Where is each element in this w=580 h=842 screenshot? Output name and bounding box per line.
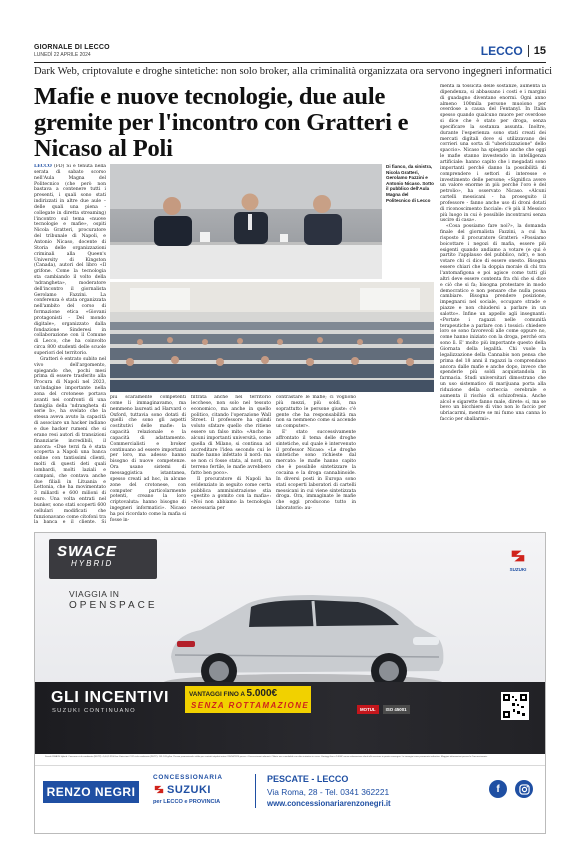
paragraph: contrastare le mafie; ci vogliono più mezzi, più soldi, ma soprattutto le persone giuste: c'è gente che ha responsabilità ma non sa nemmeno come si accende un computer». — [276, 395, 356, 430]
paragraph: menta la tossicità delle sostanze, aumenta la dipendenza, si abbassano i costi e i margini di guadagno diventano enormi. Ogni anno almeno 100mila persone muoiono per overdose a causa del Fentanyl. In Italia spesso quando qualcuno muore per overdose si dice che è stato per droga, senza specificare la sostanza assunta. Inoltre, durante l'esperienza sono stati creati dei mercati digitali dove si utilizzavano dei corrieri una sorta di "ubericizzazione" dello spaccio». Nicaso ha spiegato anche che oggi le mafie stanno investendo in intelligenza artificiale: hanno capito che i megadati sono importanti perché danno la possibilità di comprendere i settori di interesse e investimento delle persone; «Significa avere un valore enorme in più perché l'oro è del petrolio», ha osservato Nicaso. «Alcuni cartelli messicani - ha proseguito il professore - fanno anche uso di droni dotati di riconoscimento facciale: c'è più il Messico più luogo in cui è possibile incontrarsi senza uscire di casa». — [440, 84, 546, 224]
suzuki-logo-text: SUZUKI — [509, 567, 527, 572]
section-block — [481, 44, 546, 58]
photo-audience — [110, 282, 434, 392]
article-column-1 — [34, 164, 106, 524]
page-header — [34, 44, 546, 64]
motul-logo: MOTUL — [357, 705, 379, 714]
paragraph: filtrata anche nel territorio lecchese, non solo nel tessuto economico, ma anche in quello politico, citando l'operazione Wall Street. Il professore ha quindi voluto sfatare quello che ritiene essere un falso mito: «Anche in alcuni importanti università, come quella di Milano, si continua ad accreditare l'idea secondo cui le mafie hanno infettato il nord: ma se non ci fosse stata, al nord, un terreno fertile, le mafie avrebbero fatto ben poco». — [191, 395, 271, 476]
paragraph: E' stato successivamente affrontato il tema delle droghe sintetiche, sul quale è intervenuto il professor Nicaso: «Le droghe sintetiche sono richieste dal mercato: le mafie hanno capito che è possibile sintetizzare la cocaina e la droga cannabinoide. In diversi posti in Europa sono stati scoperti laboratori di cartelli messicani in cui viene sintetizzata droga. Ora, immaginate le mafie che oggi producono tutto in laboratorio: au- — [276, 430, 356, 512]
ad-tagline-emphasis: OPENSPACE — [69, 600, 158, 611]
suzuki-logo — [503, 547, 533, 583]
audience-photo-image — [110, 282, 434, 392]
speakers-photo-image — [110, 164, 382, 279]
dateline: LECCO — [34, 164, 52, 169]
instagram-icon[interactable] — [515, 780, 533, 798]
certification-logo: ISO 45001 — [383, 705, 410, 714]
offer-prefix: VANTAGGI FINO A — [189, 691, 245, 698]
facebook-icon[interactable]: f — [489, 780, 507, 798]
model-name: SWACE — [57, 543, 118, 560]
suzuki-advertisement[interactable] — [34, 532, 546, 834]
suzuki-s-icon — [153, 783, 165, 796]
offer-amount-line — [189, 688, 277, 699]
paragraph: più scaramente competenti come li immaginavamo, ma nemmeno laureati ad Harvard o Oxford, tuttavia sono dotati di quelli che sono gli aspetti costitutivi delle mafie: la capacità relazionale e la capacità di adattamento. Commercialisti e broker continuano ad essere importanti per loro, ma adesso hanno bisogno di nuove competenze. Ora usano sistemi di messaggistica istantanea, spesso creati ad hoc, in alcune zone del crotonese, con computer particolarmente potenti, creano la loro criptovaluta: hanno bisogno di ingegneri informatici». Nicaso ha poi ricordato come la mafia si fosse in- — [110, 395, 186, 523]
section-separator — [528, 45, 529, 57]
ad-tagline: VIAGGIA IN — [69, 589, 120, 599]
masthead — [34, 44, 110, 58]
legal-fine-print: Suzuki SWACE Hybrid. Consumo ciclo combinato (WLTP): 4,4-4,5 l/100 km. Emissioni CO2 ciclo combinato (WLTP): 101-103 g/km. Prezzo promozionale valido per contratti stipulati entro il 30/04/2024 presso i Concessionari aderenti. Offerta non cumulabile con altre iniziative in corso. Vantaggi fino a 5.000€ senza rottamazione riferiti alla versione in pronta consegna. Le immagini sono puramente indicative. Maggiori informazioni presso la Concessionaria. — [45, 756, 488, 758]
dealer-label: CONCESSIONARIA — [153, 774, 223, 781]
header-rule — [34, 62, 546, 63]
dealer-address: Via Roma, 28 - Tel. 0341 362221 — [267, 787, 390, 797]
dateline-author: (FD) — [53, 164, 65, 169]
section-name: LECCO — [480, 44, 523, 58]
model-subname: HYBRID — [71, 559, 114, 568]
article-column-3 — [191, 395, 271, 525]
newspaper-name: GIORNALE DI LECCO — [34, 44, 110, 51]
article-column-2 — [110, 395, 186, 525]
dealer-brand: SUZUKI — [167, 784, 211, 796]
qr-code-icon — [503, 694, 527, 718]
offer-condition: SENZA ROTTAMAZIONE — [191, 701, 310, 710]
dealer-website-link[interactable]: www.concessionariarenzonegri.it — [267, 799, 391, 808]
dealer-logo: RENZO NEGRI — [43, 781, 139, 803]
dealer-banner — [35, 765, 546, 834]
article-column-4 — [276, 395, 356, 525]
offer-box — [185, 686, 311, 713]
article-headline: Mafie e nuove tecnologie, due aule gremite per l'incontro con Gratteri e Nicaso al Poli — [34, 83, 409, 162]
car-illustration — [153, 575, 453, 695]
page-number: 15 — [533, 45, 546, 57]
partner-logos — [357, 705, 410, 714]
suzuki-s-icon — [509, 547, 527, 565]
dealer-area: per LECCO e PROVINCIA — [153, 799, 221, 805]
offer-amount: 5.000€ — [246, 688, 278, 699]
photo-speakers — [110, 164, 382, 279]
article-kicker: Dark Web, criptovalute e droghe sintetiche: non solo broker, alla criminalità organizzata ora servono ingegneri informatici — [34, 66, 553, 77]
paragraph-text: Si è tenuta nella serata di sabato scorso nell'Aula Magna del Politecnico (che però non bastava a contenere tutti i presenti, i quali sono stati indirizzati in altre due aule – delle quali una piena - collegate in diretta streaming) l'incontro sul tema «nuove tecnologie e mafie», ospiti Nicola Gratteri, procuratore del tribunale di Napoli, e Antonio Nicaso, docente di Storia delle organizzazioni criminali alla Queen's University di Kingston (Canada), autori del libro «Il grifone. Come la tecnologia sta cambiando il volto della 'ndrangheta», moderatore dell'incontro il giornalista Gerolamo Fazzini. La conferenza è stata organizzata nell'ambito del corso di formazione etica «Giovani protagonisti - Del mondo digitale», organizzato dalla fondazione Sinderesi in collaborazione con il Comune di Lecco, che ha coinvolto circa 800 studenti delle scuole superiori del territorio. — [34, 164, 106, 356]
photo-caption: Di fianco, da sinistra, Nicola Gratteri, Gerolamo Fazzini e Antonio Nicaso. Sotto il pubblico dell'Aula Magna del Politecnico di Lecco — [386, 164, 434, 203]
incentivi-title: GLI INCENTIVI — [51, 689, 170, 706]
dealer-divider — [255, 774, 256, 808]
paragraph: Il procuratore di Napoli ha evidenziato in seguito come certa pubblica amministrazione stia «gestito a gomito con la mafia»: «Noi non abbiamo la tecnologia necessaria per — [191, 476, 271, 512]
paragraph: Gratteri è entrato subito nel vivo dell'argomento, spiegando che, pochi mesi prima di essere trasferito alla Procura di Napoli nel 2023, un'indagine importante nella zona del crotonese portava avanti nei confronti di una famiglia della 'ndrangheta di serie b», ha svelato che la stessa aveva avuto la capacità di associare un hacker indiano e due hacker rumeni che si erano resi autori di transizioni finanziarie incredibili, il ancora: «Due terzi fa è stata scoperta a Napoli una banca online con tantissimi clienti, molti di questi deti quali lombardi, molti laziali e campani, che contava anche due filiali in Lituania e Lettonia, che ha movimentato 3 miliardi e 600 milioni di euro. Una volta entrati nel bunker, sono stati scoperti 600 cellulari modificati che funzionavano come citofoni tra la banca e il cliente. Si — [34, 356, 106, 524]
incentivi-subtitle: SUZUKI CONTINUANO — [52, 708, 136, 714]
qr-code[interactable] — [501, 692, 529, 720]
paragraph: «Cosa possiamo fare noi?», la domanda finale del giornalista Fazzini, a cui ha risposto il procuratore Gratteri: «Possiamo boicottare i negozi di mafia, essere più esigenti quando andiamo a votare (e qui è partito l'applauso del pubblico, ndr), e non votare chi ci dice di essere onesto. Bisogna essere chiari che la doppia morale di chi tra l'antomafigona e poi agisce come tutti gli altri deve essere contenta fra chi che si dice e ciò che si fa; bisogna protestare in modo democratico e non pensare che nulla possa cambiare. Bisogna prendere posizione, impegnarsi nel sociale, occupare strade e piazze e non chiudersi a parlare in un salotto». Infine un appello agli insegnanti: «Portate i ragazzi nelle comunità terapeutiche a parlare con i tossici: chiedere loro se sono favorevoli alle come oppure no, come hanno iniziato con la droga, perché ora sono lì. E' molto più importante questo della Giornata della legalità. Chi vuole la legalizzazione della Cannabis non pensa che prima del 18 anni il ragazzi la comprendano ancora dalle mafie e anche dopo, invece che spenderle più soldi acquistandola in farmacia. Studi universitari dimostrano che un uso sistematico di marijuana porta alla riduzione della corteccia cerebrale e aumenta il rischio di schizofrenia. Anche alcol e sigarette fanno male, direte: si, ma se bevo un bicchiere di vino non lo faccio per ubriacarmi, mentre se mi fumo una canna lo faccio per sballarmi». — [440, 224, 546, 423]
instagram-glyph — [519, 784, 530, 795]
dealer-city: PESCATE - LECCO — [267, 774, 349, 784]
issue-date: LUNEDÌ 22 APRILE 2024 — [34, 52, 91, 58]
article-column-5 — [440, 84, 546, 525]
lead-paragraph — [34, 164, 106, 357]
